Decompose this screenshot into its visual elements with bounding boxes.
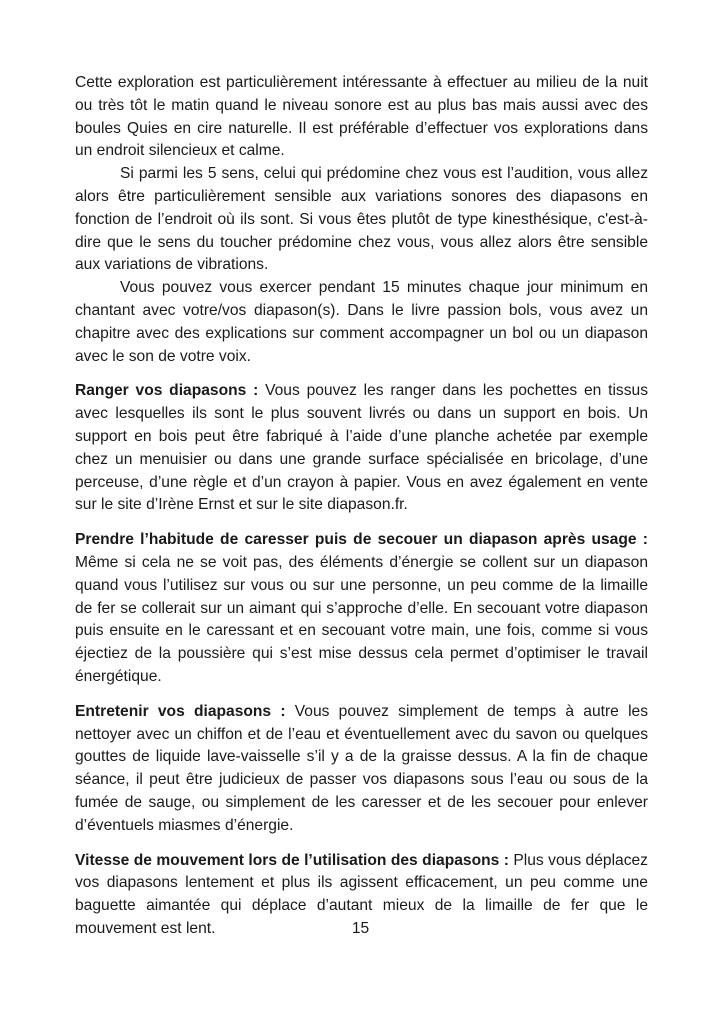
- page-number: 15: [351, 920, 370, 937]
- section-storage: [75, 380, 648, 517]
- section-heading: Ranger vos diapasons :: [75, 382, 259, 400]
- intro-paragraph: Si parmi les 5 sens, celui qui prédomine chez vous est l’audition, vous allez alors être particulièrement sensible aux variations sonores des diapasons en fonction de l’endroit où ils sont. Si vous êtes plutôt de type kinesthésique, c'est-à-dire que le sens du toucher prédomine chez vous, vous allez alors être sensible aux variations de vibrations.: [75, 165, 648, 274]
- intro-paragraph: Vous pouvez vous exercer pendant 15 minutes chaque jour minimum en chantant avec votre/vos diapason(s). Dans le livre passion bols, vous avez un chapitre avec des explications sur comment accompagner un bol ou un diapason avec le son de votre voix.: [75, 279, 648, 365]
- section-heading: Vitesse de mouvement lors de l’utilisation des diapasons :: [75, 851, 509, 869]
- intro-paragraph: Cette exploration est particulièrement intéressante à effectuer au milieu de la nuit ou très tôt le matin quand le niveau sonore est au plus bas mais aussi avec des boules Quies en cire naturelle. Il est préférable d’effectuer vos explorations dans un endroit silencieux et calme.: [75, 74, 648, 160]
- document-page: [75, 72, 648, 941]
- section-body: Même si cela ne se voit pas, des éléments d’énergie se collent sur un diapason quand vous l’utilisez sur vous ou sur une personne, un peu comme de la limaille de fer se collerait sur un aimant qui s’approche d’elle. En secouant votre diapason puis ensuite en le caressant et en secouant votre main, une fois, comme si vous éjectiez de la poussière qui s’est mise dessus cela permet d’optimiser le travail énergétique.: [75, 553, 648, 685]
- section-body: Vous pouvez les ranger dans les pochettes en tissus avec lesquelles ils sont le plus souvent livrés ou dans un support en bois. Un support en bois peut être fabriqué à l’aide d’une planche achetée par exemple chez un menuisier ou dans une grande surface spécialisée en bricolage, d’une perceuse, d’une règle et d’un crayon à papier. Vous en avez également en vente sur le site d’Irène Ernst et sur le site diapason.fr.: [75, 382, 648, 514]
- section-heading: Entretenir vos diapasons :: [75, 702, 286, 720]
- section-body: Vous pouvez simplement de temps à autre les nettoyer avec un chiffon et de l’eau et éventuellement avec du savon ou quelques gouttes de liquide lave-vaisselle s’il y a de la graisse dessus. A la fin de chaque séance, il peut être judicieux de passer vos diapasons sous l’eau ou sous de la fumée de sauge, ou simplement de les caresser et de les secouer pour enlever d’éventuels miasmes d’énergie.: [75, 702, 649, 834]
- section-heading: Prendre l’habitude de caresser puis de secouer un diapason après usage :: [75, 531, 648, 549]
- section-maintenance: [75, 701, 648, 838]
- section-habit: [75, 529, 648, 689]
- section-body: Plus vous déplacez vos diapasons lentement et plus ils agissent efficacement, un peu comme une baguette aimantée qui déplace d’autant mieux de la limaille de fer que le mouvement est lent.: [75, 851, 648, 937]
